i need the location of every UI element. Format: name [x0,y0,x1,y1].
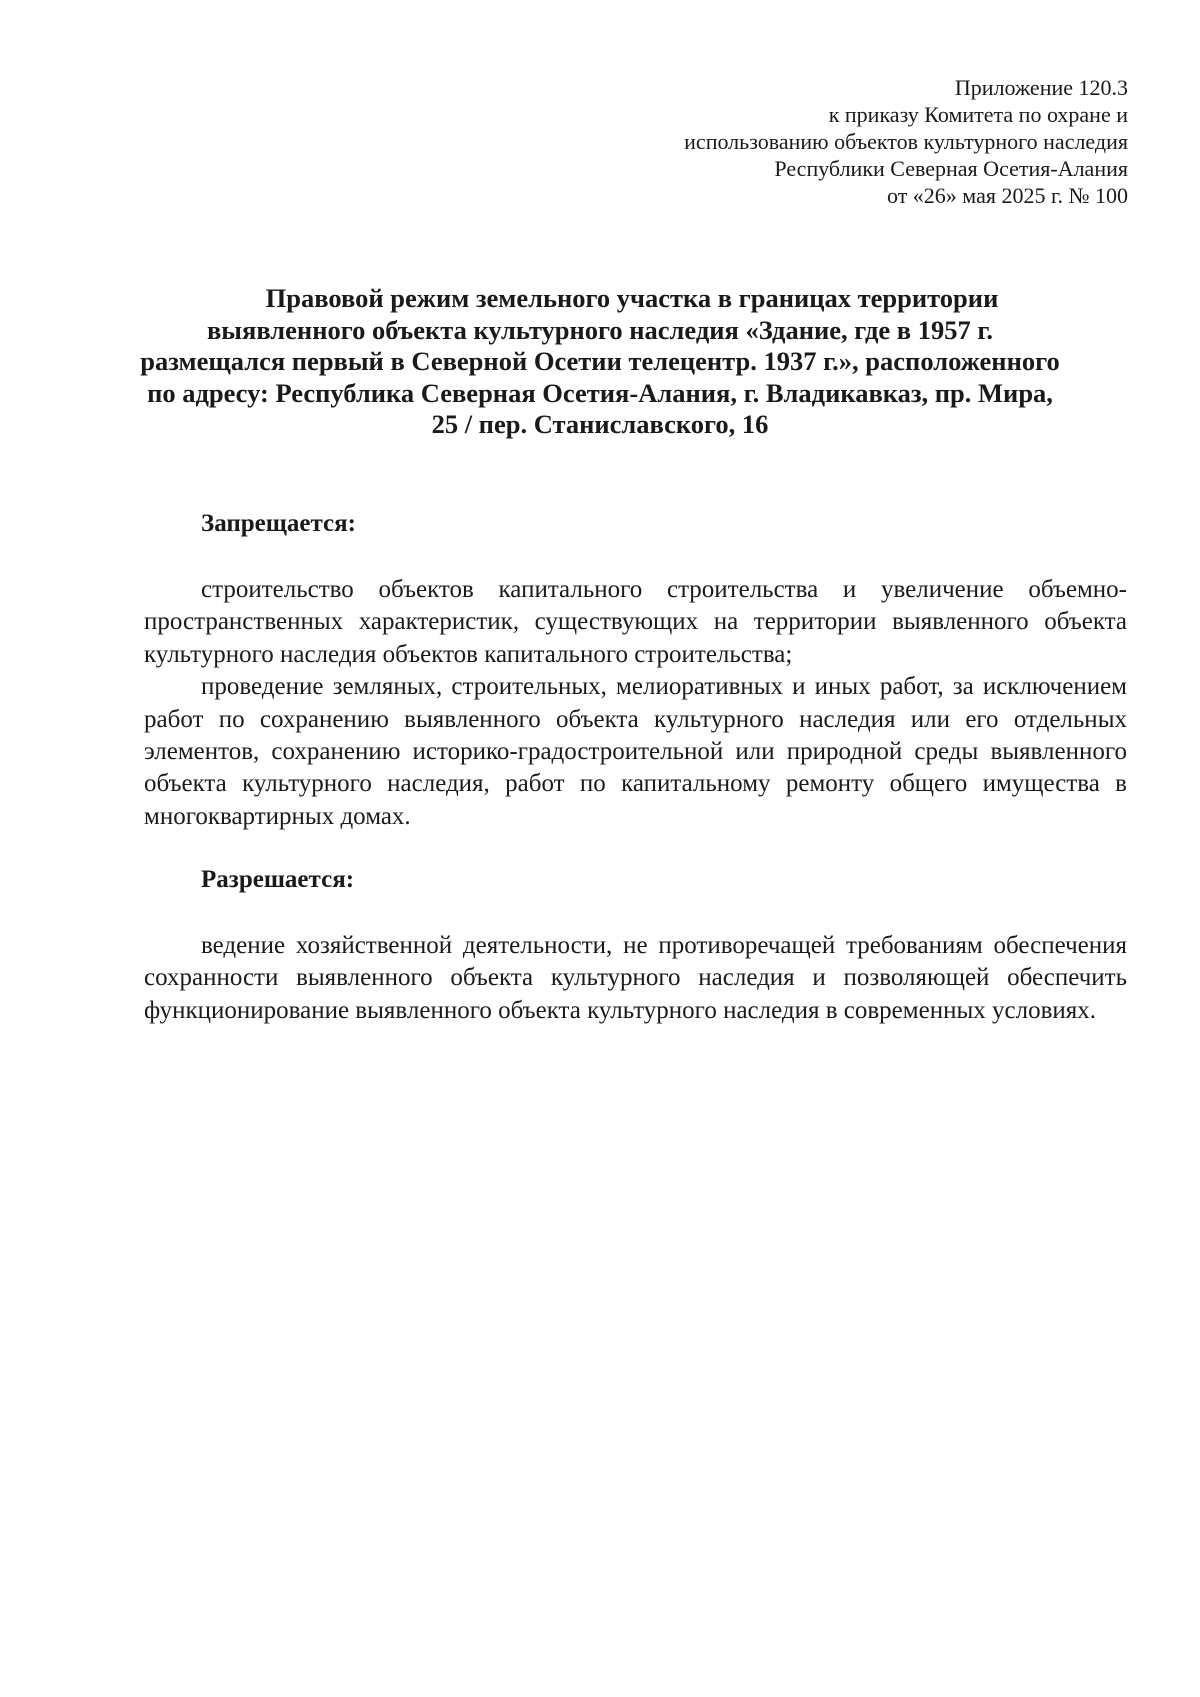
title-line: выявленного объекта культурного наследия «Здание, где в 1957 г. [207,314,993,345]
approval-line-date-number: от «26» мая 2025 г. № 100 [886,183,1128,208]
approval-line-order: к приказу Комитета по охране и [828,102,1128,127]
permitted-section [144,930,1127,1027]
title-line: по адресу: Республика Северная Осетия-Алания, г. Владикавказ, пр. Мира, [147,377,1053,408]
prohibited-section [144,574,1127,833]
prohibited-paragraph-construction: строительство объектов капитального строительства и увеличение объемно-пространственных характеристик, существующих на территории выявленного объекта культурного наследия объектов капитального строительства; [144,576,1127,668]
approval-line-appendix: Приложение 120.3 [954,75,1128,100]
prohibited-heading: Запрещается: [201,510,357,537]
document-title [110,283,1090,441]
title-line: Правовой режим земельного участка в границах территории [265,283,999,313]
approval-line-usage: использованию объектов культурного наследия [684,129,1128,154]
permitted-heading: Разрешается: [201,866,355,893]
prohibited-paragraph-works: проведение земляных, строительных, мелиоративных и иных работ, за исключением работ по сохранению выявленного объекта культурного наследия или его отдельных элементов, сохранению историко-градостроительной или природной среды выявленного объекта культурного наследия, работ по капитальному ремонту общего имущества в многоквартирных домах. [144,673,1127,830]
title-line: 25 / пер. Станиславского, 16 [431,409,769,440]
title-line: размещался первый в Северной Осетии телецентр. 1937 г.», расположенного [140,346,1060,377]
approval-block [488,74,1128,209]
approval-line-republic: Республики Северная Осетия-Алания [774,156,1128,181]
permitted-paragraph-activity: ведение хозяйственной деятельности, не противоречащей требованиям обеспечения сохранности выявленного объекта культурного наследия и позволяющей обеспечить функционирование выявленного объекта культурного наследия в современных условиях. [144,932,1127,1024]
